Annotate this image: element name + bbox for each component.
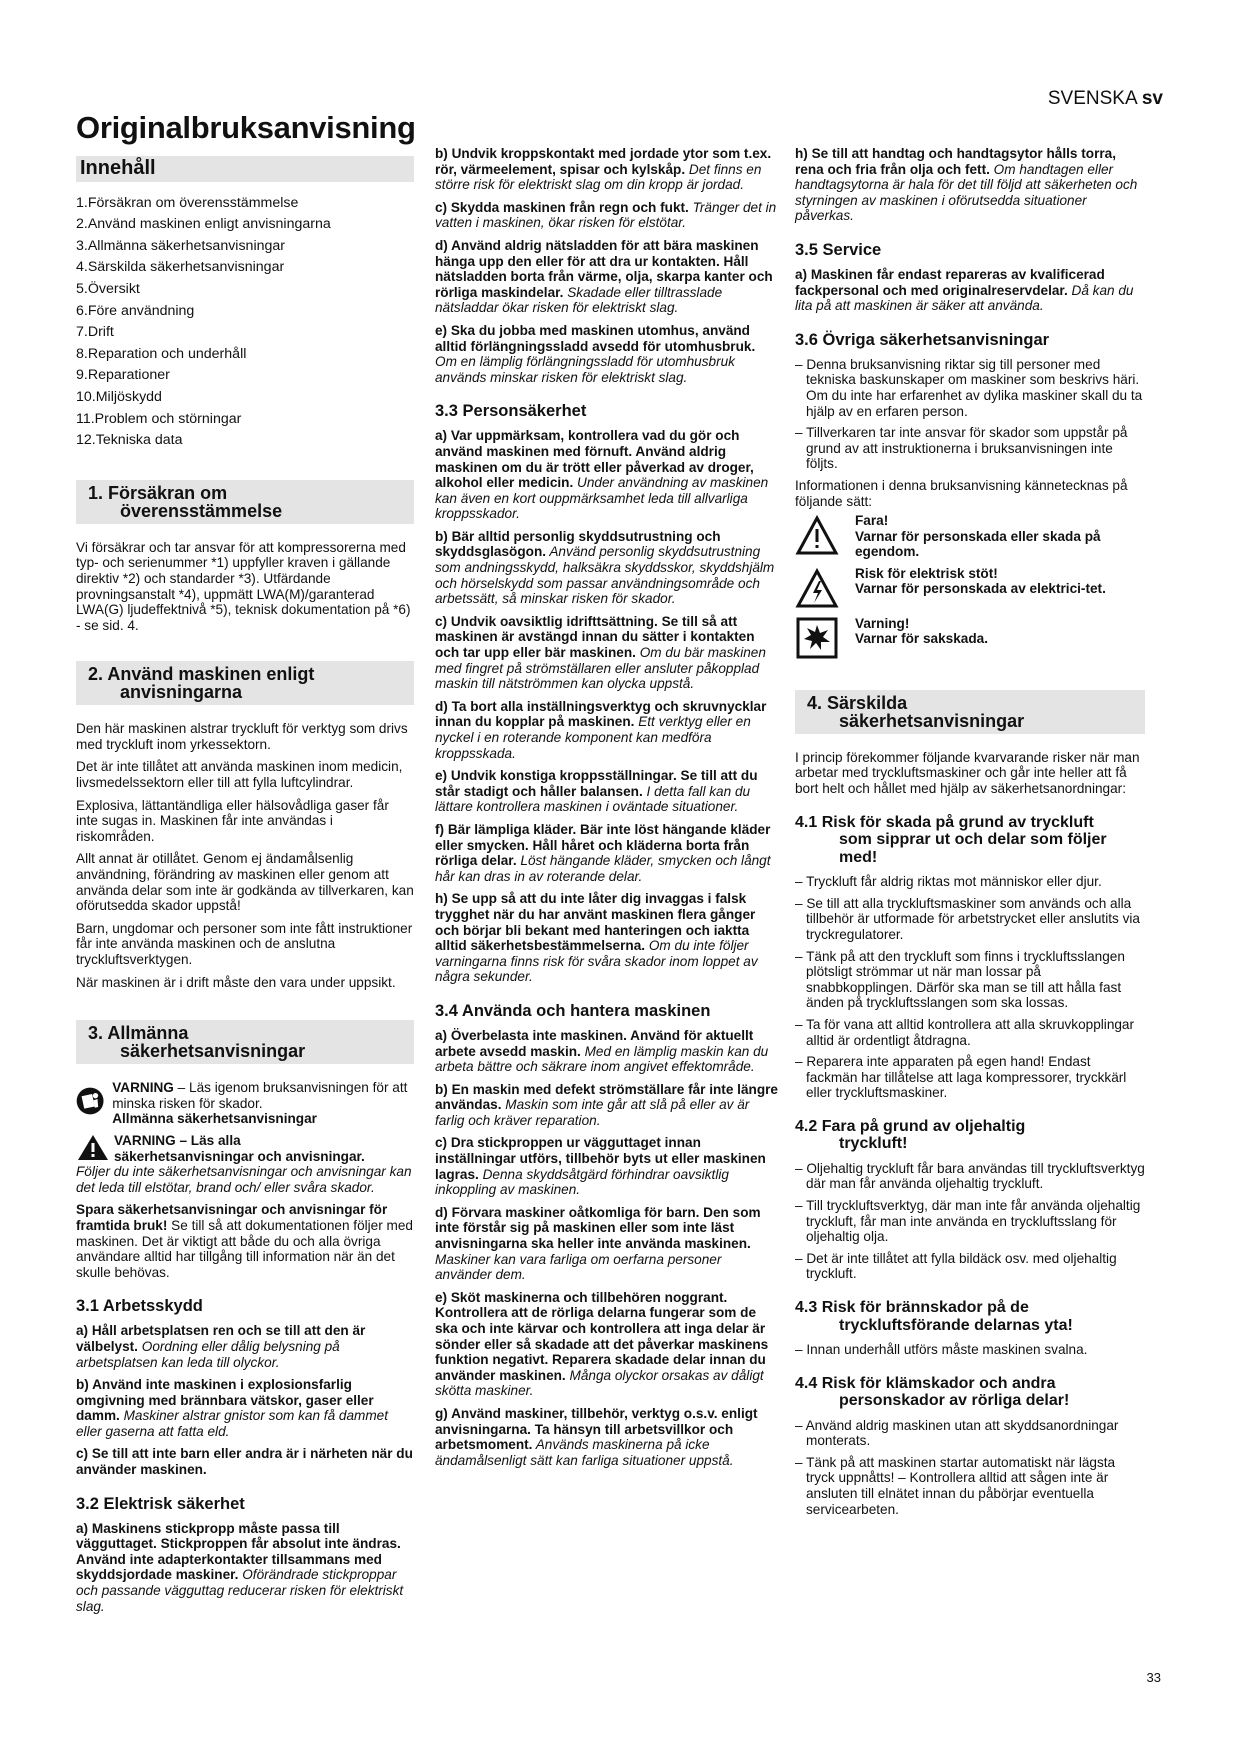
rule-item — [435, 146, 779, 193]
rule-bold: b) Undvik kroppskontakt med jordade ytor som t.ex. rör, värmeelement, spisar och kylskåp. — [435, 146, 772, 177]
rule-bold: e) Sköt maskinerna och tillbehören noggrant. Kontrollera att de rörliga delarna fungerar som de ska och inte kärvar och kontrollera att inga delar är sönder eller så skadade att det påverkar maskinens funktion negativt. Reparera skadade delar innan du använder maskinen. — [435, 1289, 769, 1383]
column-1 — [76, 156, 414, 1621]
symbol-description: Varnar för sakskada. — [855, 631, 988, 647]
subsection-heading — [795, 1375, 1145, 1410]
rule-item — [795, 146, 1145, 224]
symbol-label: Risk för elektrisk stöt! — [855, 565, 998, 581]
rule-bold: c) Se till att inte barn eller andra är i närheten när du använder maskinen. — [76, 1446, 413, 1478]
rule-italic: Om en lämplig förlängningssladd för utomhusbruk används minskar risken för elektriskt slag. — [435, 354, 735, 385]
toc-item[interactable]: 2.Använd maskinen enligt anvisningarna — [76, 216, 331, 233]
rule-bold: g) Använd maskiner, tillbehör, verktyg o.s.v. enligt anvisningarna. Ta hänsyn till arbetsvillkor och arbetsmoment. — [435, 1405, 758, 1453]
subsection-heading: 3.4 Använda och hantera maskinen — [435, 1001, 711, 1020]
paragraph: Det är inte tillåtet att använda maskinen inom medicin, livsmedelssektorn eller till att fylla luftcylindrar. — [76, 759, 403, 791]
rule-item — [435, 891, 779, 985]
rule-italic: Används maskinerna på icke ändamålsenligt sätt kan farliga situationer uppstå. — [435, 1437, 734, 1468]
section-title: Särskilda — [827, 692, 908, 713]
rule-italic: Ett verktyg eller en nyckel i en roterande komponent kan medföra kroppsskada. — [435, 714, 751, 761]
dash-item: – Innan underhåll utförs måste maskinen svalna. — [795, 1342, 1088, 1358]
section-title-line2: överensstämmelse — [120, 500, 283, 521]
language-label — [1048, 88, 1163, 110]
rule-italic: Med en lämplig maskin kan du arbeta bättre och säkrare inom angivet effektområde. — [435, 1043, 769, 1075]
rule-bold: a) Var uppmärksam, kontrollera vad du gör och använd maskinen med förnuft. Använd aldrig maskinen om du är trött eller påverkad av droger, alkohol eller medicin. — [435, 428, 754, 491]
symbol-electric — [795, 566, 1145, 610]
language-name: SVENSKA — [1047, 88, 1137, 109]
section-2-heading — [76, 661, 414, 705]
warning-triangle-icon — [76, 1133, 110, 1161]
subsection-heading: 3.2 Elektrisk säkerhet — [76, 1494, 245, 1513]
read-manual-icon — [76, 1080, 104, 1122]
heading-line: tryckluftsförande delarnas yta! — [839, 1316, 1073, 1334]
heading-line: 4.1 Risk för skada på grund av tryckluft — [795, 813, 1094, 831]
toc-item[interactable]: 4.Särskilda säkerhetsanvisningar — [76, 259, 285, 276]
table-of-contents — [76, 193, 414, 452]
rule-item — [435, 1135, 779, 1197]
rule-item — [435, 529, 779, 607]
paragraph: Barn, ungdomar och personer som inte fått instruktioner får inte använda maskinen och de anslutna tryckluftsverktygen. — [76, 920, 413, 967]
rule-item — [435, 323, 779, 385]
warning-block — [76, 1133, 414, 1164]
rule-item — [795, 267, 1145, 314]
rule-italic: Oordning eller dålig belysning på arbetsplatsen kan leda till olyckor. — [76, 1338, 340, 1370]
rule-italic: Oförändrade stickproppar och passande vägguttag reducerar risken för elektriskt slag. — [76, 1567, 404, 1614]
rule-italic: Om handtagen eller handtagsytorna är hala för det till följd att säkerheten och styrningen av maskinen i oförutsedda situationer påverkas. — [795, 161, 1138, 224]
dash-item: – Det är inte tillåtet att fylla bildäck osv. med oljehaltig tryckluft. — [795, 1250, 1117, 1282]
subsection-heading — [795, 1299, 1145, 1334]
warning-label: VARNING — [112, 1080, 174, 1096]
rule-bold: c) Dra stickproppen ur vägguttaget innan inställningar utförs, tillbehör byts ut eller maskinen lagras. — [435, 1135, 766, 1182]
rule-item — [435, 1028, 779, 1075]
electric-shock-icon — [795, 566, 839, 610]
section-title-line2: säkerhetsanvisningar — [120, 1041, 306, 1062]
toc-item[interactable]: 1.Försäkran om överensstämmelse — [76, 194, 299, 211]
rule-bold: a) Överbelasta inte maskinen. Använd för aktuellt arbete avsedd maskin. — [435, 1027, 754, 1059]
rule-item — [76, 1521, 414, 1615]
rule-item — [435, 428, 779, 522]
heading-line: som sipprar ut och delar som följer — [839, 831, 1107, 849]
paragraph: Allt annat är otillåtet. Genom ej ändamålsenlig användning, förändring av maskinen eller genom att använda delar som inte är godkända av tillverkaren, kan oförutsedda skador uppstå! — [76, 851, 414, 914]
heading-line: 4.3 Risk för brännskador på de — [795, 1299, 1029, 1317]
language-code: sv — [1141, 88, 1163, 109]
rule-item — [76, 1377, 414, 1439]
paragraph: Den här maskinen alstrar tryckluft för verktyg som drivs med tryckluft inom yrkessektorn. — [76, 721, 408, 752]
rule-italic: Om du inte följer varningarna finns risk för svåra skador inom loppet av några sekunder. — [435, 938, 758, 985]
rule-item — [76, 1323, 414, 1370]
paragraph: Explosiva, lättantändliga eller hälsovådliga gaser får inte sugas in. Maskinen får inte användas i riskområden. — [76, 797, 389, 844]
rule-item — [435, 238, 779, 316]
rule-italic: Tränger det in vatten i maskinen, ökar risken för elstötar. — [435, 199, 777, 231]
rule-item — [435, 1290, 779, 1399]
dash-item: – Använd aldrig maskinen utan att skyddsanordningar monterats. — [795, 1417, 1119, 1449]
toc-item[interactable]: 12.Tekniska data — [76, 432, 183, 449]
rule-bold: b) Använd inte maskinen i explosionsfarlig omgivning med brännbara vätskor, gaser eller damm. — [76, 1377, 374, 1424]
dash-item: – Till tryckluftsverktyg, där man inte får använda oljehaltig tryckluft, får man inte använda en tryckluftsslang för oljehaltig olja. — [795, 1198, 1141, 1245]
symbol-description: Varnar för personskada eller skada på egendom. — [855, 528, 1101, 560]
section-title: Försäkran om — [108, 482, 228, 503]
dash-item: – Tänk på att den tryckluft som finns i tryckluftsslangen plötsligt strömmar ut när man lossar på snabbkopplingen. Därför ska man se till att hålla fast änden på tryckluftsslangen som ska lossas. — [795, 948, 1125, 1011]
rule-italic: Om du bär maskinen med fingret på strömställaren eller ansluter påkopplad maskin till nätströmmen kan olycka uppstå. — [435, 645, 766, 692]
dash-item: – Ta för vana att alltid kontrollera att alla skruvkopplingar alltid är ordentligt åtdragna. — [795, 1016, 1135, 1048]
rule-italic: Denna skyddsåtgärd förhindrar oavsiktlig inkoppling av maskinen. — [435, 1166, 729, 1198]
rule-italic: Maskiner alstrar gnistor som kan få dammet eller gaserna att fatta eld. — [76, 1408, 389, 1439]
toc-item[interactable]: 6.Före användning — [76, 302, 195, 319]
rule-item — [435, 1082, 779, 1129]
rule-bold: a) Håll arbetsplatsen ren och se till att den är välbelyst. — [76, 1323, 366, 1354]
section-number: 2. — [88, 664, 104, 685]
symbol-caution — [795, 616, 1145, 660]
save-instructions — [76, 1202, 414, 1280]
rule-item — [76, 1446, 414, 1477]
warning-text: Följer du inte säkerhetsanvisningar och anvisningar kan det leda till elstötar, brand och/ eller svåra skador. — [76, 1164, 412, 1195]
symbol-description: Varnar för personskada av elektrici-tet. — [855, 581, 1106, 597]
rule-italic: Maskiner kan vara farliga om oerfarna personer använder dem. — [435, 1251, 722, 1283]
danger-triangle-icon — [795, 513, 839, 557]
rule-item — [435, 822, 779, 884]
section-title: Allmänna — [107, 1023, 189, 1044]
toc-heading: Innehåll — [76, 156, 414, 182]
dash-item: – Tryckluft får aldrig riktas mot människor eller djur. — [795, 874, 1102, 890]
rule-bold: e) Undvik konstiga kroppsställningar. Se till att du står stadigt och håller balansen. — [435, 768, 758, 799]
rule-bold: b) En maskin med defekt strömställare får inte längre användas. — [435, 1081, 778, 1113]
rule-bold: a) Maskinens stickpropp måste passa till vägguttaget. Stickproppen får absolut inte ändras. Använd inte adapterkontakter tillsammans med skyddsjordade maskiner. — [76, 1520, 401, 1583]
rule-item — [435, 614, 779, 692]
toc-item[interactable]: 7.Drift — [76, 324, 114, 341]
section-4-heading — [795, 690, 1145, 734]
rule-item — [435, 1205, 779, 1283]
section-number: 1. — [88, 482, 104, 503]
save-instructions-bold: Spara säkerhetsanvisningar och anvisningar för framtida bruk! — [76, 1202, 388, 1233]
page-number: 33 — [1146, 1670, 1161, 1685]
section-number: 3. — [88, 1023, 104, 1044]
rule-bold: d) Förvara maskiner oåtkomliga för barn. Den som inte förstår sig på maskinen eller som inte läst anvisningarna ska heller inte använda maskinen. — [435, 1204, 761, 1252]
section-1-heading — [76, 480, 414, 524]
section-number: 4. — [807, 692, 823, 713]
section-title: Använd maskinen enligt — [107, 664, 315, 685]
rule-bold: d) Använd aldrig nätsladden för att bära maskinen hänga upp den eller för att dra ur kontakten. Håll nätsladden borta från värme, olja, skarpa kanter och rörliga maskindelar. — [435, 237, 773, 300]
paragraph: När maskinen är i drift måste den vara under uppsikt. — [76, 974, 396, 990]
rule-bold: c) Undvik oavsiktlig idrifttsättning. Se till så att maskinen är avstängd innan du sätter i kontakten och tar upp eller bär maskinen. — [435, 613, 755, 661]
property-damage-icon — [795, 616, 839, 660]
dash-item: – Oljehaltig tryckluft får bara användas till tryckluftsverktyg där man får använda oljehaltig tryckluft. — [795, 1160, 1145, 1192]
subsection-heading — [795, 814, 1145, 867]
warning-heading: VARNING – Läs alla — [114, 1132, 241, 1148]
toc-item[interactable]: 10.Miljöskydd — [76, 388, 162, 405]
save-instructions-text: Se till så att dokumentationen följer med maskinen. Det är viktigt att både du och alla övriga användare alltid har tillgång till information när än det skulle behövas. — [76, 1217, 413, 1280]
rule-bold: d) Ta bort alla inställningsverktyg och skruvnycklar innan du kopplar på maskinen. — [435, 698, 767, 730]
section-title-line2: anvisningarna — [120, 682, 243, 703]
read-manual-text: – Läs igenom bruksanvisningen för att minska risken för skador. — [112, 1080, 408, 1111]
rule-italic: Många olyckor orsakas av dåligt skötta maskiner. — [435, 1367, 764, 1399]
heading-line: 4.2 Fara på grund av oljehaltig — [795, 1117, 1026, 1135]
toc-item[interactable]: 3.Allmänna säkerhetsanvisningar — [76, 237, 285, 254]
heading-line: med! — [839, 848, 878, 866]
rule-italic: Det finns en större risk för elektriskt slag om din kropp är jordad. — [435, 161, 762, 193]
dash-item: – Reparera inte apparaten på egen hand! Endast fackmän har tillåtelse att laga kompressorer, tryckkärl eller tryckluftsmaskiner. — [795, 1054, 1127, 1101]
dash-item: – Tillverkaren tar inte ansvar för skador som uppstår på grund av att instruktionerna i bruksanvisningen inte följts. — [795, 425, 1128, 472]
rule-item — [435, 200, 779, 231]
column-2 — [435, 146, 779, 1475]
rule-bold: c) Skydda maskinen från regn och fukt. — [435, 199, 689, 215]
rule-italic: Skadade eller tilltrasslade nätsladdar ökar risken för elektriskt slag. — [435, 284, 723, 316]
general-safety-heading: Allmänna säkerhetsanvisningar — [112, 1111, 317, 1127]
rule-item — [435, 699, 779, 761]
subsection-heading: 3.6 Övriga säkerhetsanvisningar — [795, 330, 1050, 349]
column-3 — [795, 146, 1145, 1523]
toc-item[interactable]: 9.Reparationer — [76, 367, 170, 384]
subsection-heading: 3.5 Service — [795, 240, 882, 259]
rule-italic: I detta fall kan du lättare kontrollera maskinen i oväntade situationer. — [435, 783, 751, 815]
rule-italic: Löst hängande kläder, smycken och långt hår kan dras in av roterande delar. — [435, 853, 771, 884]
rule-bold: a) Maskinen får endast repareras av kvalificerad fackpersonal och med originalreservdelar. — [795, 266, 1105, 298]
rule-italic: Maskin som inte går att slå på eller av är farlig och kräver reparation. — [435, 1097, 750, 1128]
heading-line: personskador av rörliga delar! — [839, 1392, 1070, 1410]
section-title-line2: säkerhetsanvisningar — [839, 710, 1025, 731]
rule-bold: e) Ska du jobba med maskinen utomhus, använd alltid förlängningssladd avsedd för utomhusbruk. — [435, 322, 756, 354]
toc-item[interactable]: 11.Problem och störningar — [76, 410, 242, 427]
symbol-danger — [795, 513, 1145, 560]
section-4-intro: I princip förekommer följande kvarvarande risker när man arbetar med tryckluftsmaskiner och går inte heller att få bort helt och hållet med hjälp av säkerhetsanordningar: — [795, 749, 1140, 797]
dash-item: – Se till att alla tryckluftsmaskiner som används och alla tillbehör är utformade för arbetstrycket eller anslutits via tryckregulatorer. — [795, 895, 1140, 942]
dash-item: – Tänk på att maskinen startar automatiskt när lägsta tryck uppnåtts! – Kontrollera alltid att sågen inte är ansluten till elnätet innan du påbörjar eventuella servicearbeten. — [795, 1454, 1116, 1517]
rule-item — [435, 768, 779, 815]
toc-item[interactable]: 5.Översikt — [76, 280, 140, 297]
rule-italic: Då kan du lita på att maskinen är säker att använda. — [795, 282, 1134, 314]
info-text: Informationen i denna bruksanvisning kännetecknas på följande sätt: — [795, 477, 1128, 509]
rule-italic: Använd personlig skyddsutrustning som andningsskydd, halksäkra skyddsskor, skyddshjälm och hörselskydd som passar användningsområde och arbetssätt, så minskar risken för skador. — [435, 544, 775, 607]
toc-item[interactable]: 8.Reparation och underhåll — [76, 345, 247, 362]
symbol-label: Varning! — [855, 615, 910, 631]
heading-line: 4.4 Risk för klämskador och andra — [795, 1374, 1056, 1392]
rule-bold: h) Se upp så att du inte låter dig invaggas i falsk trygghet när du har använt maskinen flera gånger och börjar bli bekant med hanteringen och iaktta alltid säkerhetsbestämmelserna. — [435, 891, 756, 954]
dash-item: – Denna bruksanvisning riktar sig till personer med tekniska baskunskaper om maskiner som beskrivs häri. Om du inte har erfarenhet av dylika maskiner skall du ta hjälp av en erfaren person. — [795, 356, 1143, 419]
rule-bold: f) Bär lämpliga kläder. Bär inte löst hängande kläder eller smycken. Håll håret och kläderna borta från rörliga delar. — [435, 821, 771, 869]
rule-italic: Under användning av maskinen kan även en kort ouppmärksamhet leda till allvarliga kroppsskador. — [435, 475, 769, 522]
warning-heading-line2: säkerhetsanvisningar och anvisningar. — [114, 1148, 365, 1164]
heading-line: tryckluft! — [839, 1135, 908, 1153]
section-1-text: Vi försäkrar och tar ansvar för att kompressorerna med typ- och serienummer *1) uppfyller kraven i gällande direktiv *2) och standarder *3). Utfärdande provningsanstalt *4), uppmätt LWA(M)/garanterad LWA(G) ljudeffektnivå *5), teknisk dokumentation på *6) - se sid. 4. — [76, 539, 411, 633]
rule-bold: b) Bär alltid personlig skyddsutrustning och skyddsglasögon. — [435, 528, 721, 560]
subsection-heading — [795, 1118, 1145, 1153]
section-3-heading — [76, 1020, 414, 1064]
read-manual-note — [76, 1080, 414, 1127]
subsection-heading: 3.1 Arbetsskydd — [76, 1297, 203, 1316]
rule-item — [435, 1406, 779, 1468]
symbol-label: Fara! — [855, 513, 889, 529]
subsection-heading: 3.3 Personsäkerhet — [435, 402, 587, 421]
page-title: Originalbruksanvisning — [76, 110, 416, 145]
rule-bold: h) Se till att handtag och handtagsytor hålls torra, rena och fria från olja och fett. — [795, 146, 1116, 177]
